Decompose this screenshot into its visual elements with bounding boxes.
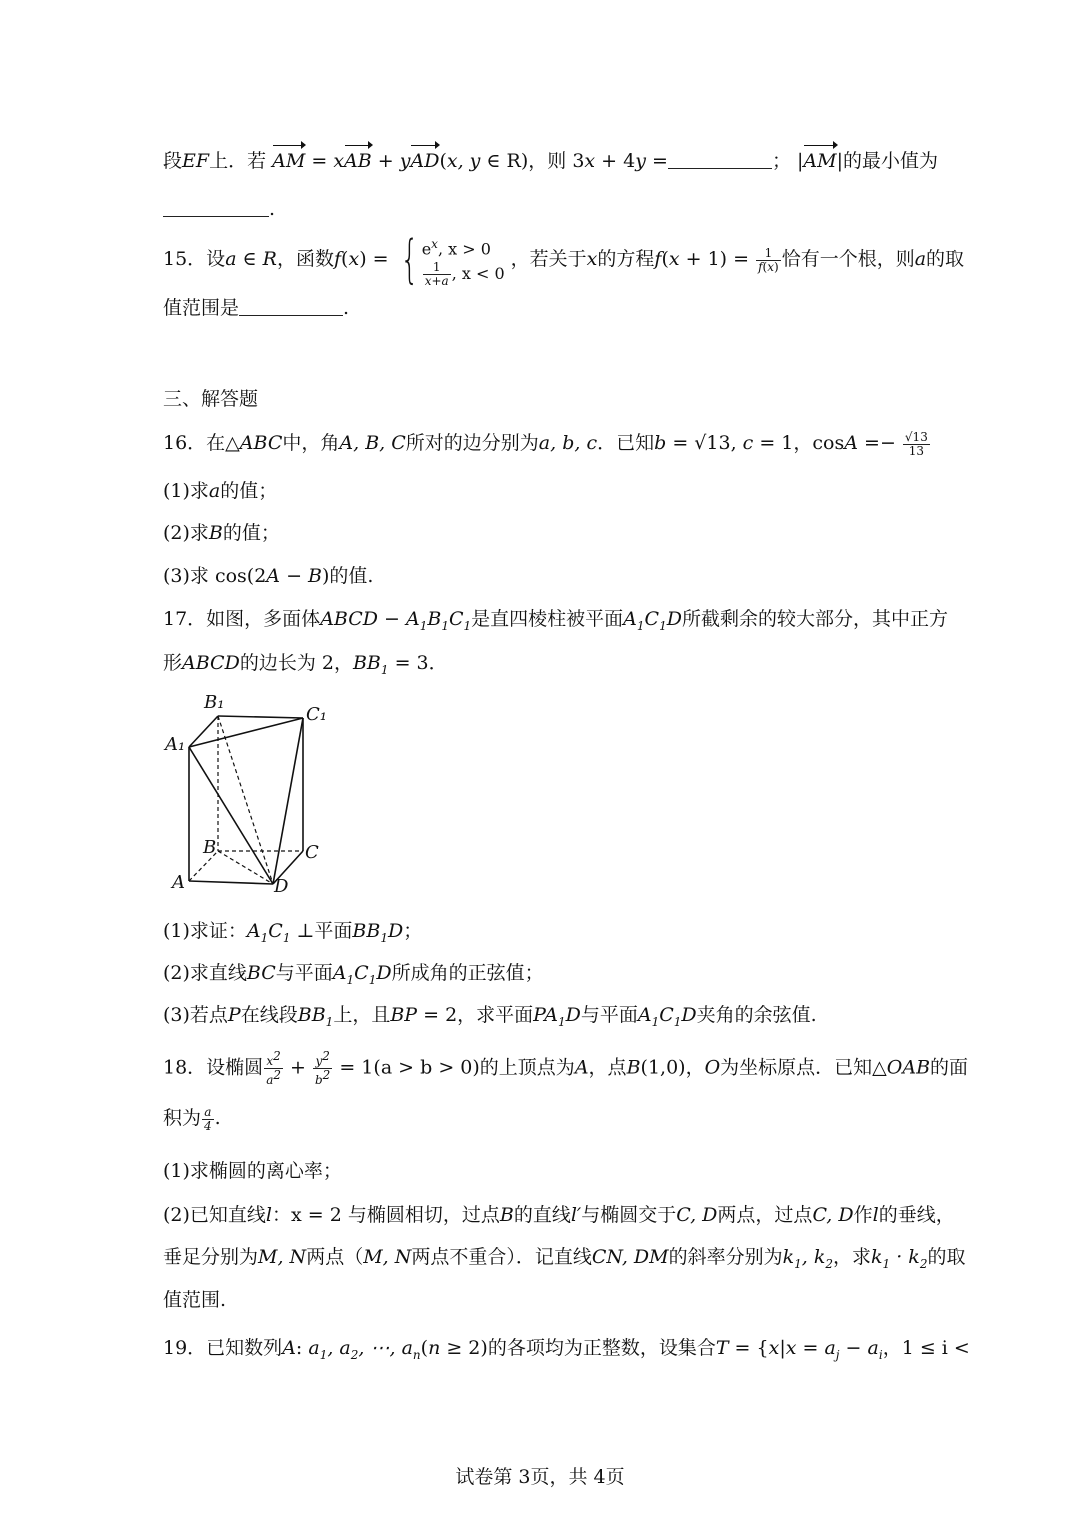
q18-part2-line1: (2)已知直线l：x = 2 与椭圆相切，过点B的直线l′与椭圆交于C, D两点，过点C, D作l的垂线， xyxy=(163,1204,955,1226)
q19-text: ，1 ≤ i < xyxy=(882,1337,970,1359)
q18-text: 两点不重合）．记直线 xyxy=(411,1246,592,1268)
q17-text: (3)若点 xyxy=(163,1004,228,1026)
q17-text: (2)求直线 xyxy=(163,962,247,984)
q16-text: ，cos xyxy=(793,432,845,454)
q16-part3: (3)求 cos(2A − B)的值. xyxy=(163,565,374,587)
q18-text: ：x = 2 与椭圆相切，过点 xyxy=(272,1204,500,1226)
label-A1: A₁ xyxy=(165,734,186,755)
q19-number: 19．已知数列 xyxy=(163,1337,283,1359)
q15-text: ，函数 xyxy=(276,248,334,271)
q16-text: )的值. xyxy=(322,565,374,587)
q14-text: ； xyxy=(771,150,791,172)
q15-number: 15．设 xyxy=(163,248,226,271)
q18-text: 的取 xyxy=(927,1246,966,1268)
q16-text: (1)求 xyxy=(163,480,209,502)
q17-part2: (2)求直线BC与平面$A_1C_1D$所成角的正弦值； xyxy=(163,962,544,987)
section-title-text: 三、解答题 xyxy=(163,388,259,410)
q16-text: 的值； xyxy=(222,522,280,544)
q15-text: 恰有一个根，则 xyxy=(781,248,915,271)
q16-part2: (2)求B的值； xyxy=(163,522,280,544)
q17-text: 与平面 xyxy=(275,962,333,984)
q18-text: 两点，过点 xyxy=(717,1204,813,1226)
q17-text: 形 xyxy=(163,652,183,674)
label-A: A xyxy=(172,872,185,893)
q14-text: 上．若 xyxy=(209,150,267,172)
q16-text: (2)求 xyxy=(163,522,209,544)
q16-text: (3)求 cos(2 xyxy=(163,565,267,587)
q18-text: ，点 xyxy=(588,1056,627,1079)
q17-text: 上，且 xyxy=(333,1004,391,1026)
q18-line1: 18．设椭圆 $\frac{x^2}{a^2}$ + $\frac{y^2}{b^2}$ = 1(a > b > 0)的上顶点为A，点B(1,0)，O为坐标原点．已知△OAB的面 xyxy=(163,1049,969,1087)
q14-text: 的最小值为 xyxy=(843,150,939,172)
q18-text: (1)求椭圆的离心率； xyxy=(163,1160,342,1182)
q18-text: 的斜率分别为 xyxy=(668,1246,783,1268)
q17-text: 与平面 xyxy=(580,1004,638,1026)
q18-text: 作 xyxy=(853,1204,873,1226)
answer-blank[interactable] xyxy=(239,297,343,316)
q16-text: 中，角 xyxy=(282,432,340,454)
q14-text: 段 xyxy=(163,150,183,172)
case1: e xyxy=(421,239,432,259)
q16-part1: (1)求a的值； xyxy=(163,480,278,502)
q14-line1: 段EF上．若 AM = xAB + yAD(x, y ∈ R)，则 3x + 4y = ； |AM|的最小值为 xyxy=(163,150,939,172)
piecewise-cases: $e^x$, x > 0 $\frac{1}{x+a}$ , x < 0 xyxy=(421,237,505,289)
q17-line2: 形ABCD的边长为 2，$BB_1 = 3$． xyxy=(163,652,448,677)
case2-cond: , x < 0 xyxy=(451,264,505,284)
q18-text: 两点（ xyxy=(306,1246,364,1268)
label-C: C xyxy=(305,842,319,863)
q17-text: = 2，求平面 xyxy=(417,1004,534,1026)
q14-period: . xyxy=(269,198,276,220)
q17-line1: 17．如图，多面体ABCD − $A_1B_1C_1$是直四棱柱被平面$A_1C_1D$所截剩余的较大部分，其中正方 xyxy=(163,608,948,633)
brace-icon: { xyxy=(400,230,419,291)
q17-part1: (1)求证：$A_1C_1$ ⊥平面$BB_1D$； xyxy=(163,920,423,945)
label-D: D xyxy=(274,876,289,897)
q18-text: 的直线 xyxy=(513,1204,571,1226)
q17-text: (1)求证： xyxy=(163,920,247,942)
answer-blank[interactable] xyxy=(668,150,772,169)
q17-text: 的边长为 2， xyxy=(239,652,353,674)
q15-text: 的方程 xyxy=(597,248,655,271)
label-B: B xyxy=(203,837,217,858)
q16-text: 的值； xyxy=(220,480,278,502)
q18-number: 18．设椭圆 xyxy=(163,1056,264,1079)
case1-cond: , x > 0 xyxy=(437,239,491,259)
q16-text: ．已知 xyxy=(597,432,655,454)
q18-part2-line2: 垂足分别为M, N两点（M, N两点不重合）．记直线CN, DM的斜率分别为$k_1$, $k_2$，求$k_1 \cdot k_2$的取 xyxy=(163,1246,966,1271)
label-C1: C₁ xyxy=(306,704,327,725)
q17-text: 是直四棱柱被平面 xyxy=(471,608,624,630)
q17-text: 夹角的余弦值. xyxy=(696,1004,817,1026)
q17-text: 所截剩余的较大部分，其中正方 xyxy=(681,608,948,630)
q18-text: 与椭圆交于 xyxy=(581,1204,677,1226)
q19-text: 的各项均为正整数，设集合 xyxy=(487,1337,716,1359)
q14-line2 xyxy=(163,196,275,222)
q19-line1: 19．已知数列A: $a_1$, $a_2$, ⋯, $a_n(n \ge 2)$的各项均为正整数，设集合$T = \{x|x = a_j - a_i$，1 ≤ i < xyxy=(163,1337,970,1362)
q15-text: 值范围是 xyxy=(163,297,240,319)
answer-blank[interactable] xyxy=(163,198,269,217)
q18-part2-line3 xyxy=(163,1287,226,1313)
q14-text: ，则 xyxy=(528,150,567,172)
section-title xyxy=(163,386,258,412)
q17-number: 17．如图，多面体 xyxy=(163,608,321,630)
q16-line1: 16．在△ABC中，角A, B, C所对的边分别为a, b, c．已知b = √13, c = 1，cosA =− $\frac{√13}{13}$ xyxy=(163,429,928,458)
polyhedron-figure xyxy=(160,688,340,898)
q17-text: 在线段 xyxy=(240,1004,298,1026)
q18-text: (2)已知直线 xyxy=(163,1204,266,1226)
q18-text: (1,0)， xyxy=(640,1056,705,1079)
q15-text: 的取 xyxy=(926,248,965,271)
q18-part1 xyxy=(163,1158,342,1184)
q16-number: 16．在△ xyxy=(163,432,240,454)
page-footer: 试卷第 3页，共 4页 xyxy=(455,1466,625,1488)
q15-text: ，若关于 xyxy=(510,248,587,271)
q17-text: 所成角的正弦值； xyxy=(391,962,544,984)
q18-text: 的垂线， xyxy=(878,1204,955,1226)
q18-text: 值范围. xyxy=(163,1289,227,1311)
q16-text: 所对的边分别为 xyxy=(405,432,539,454)
q18-text: 积为 xyxy=(163,1107,202,1129)
q18-text: ，求 xyxy=(833,1246,872,1268)
q15-period: . xyxy=(343,297,350,319)
q15-line1: 15．设a ∈ R，函数f(x) = { $e^x$, x > 0 $\frac{1}{x+a}$ , x < 0 ，若关于x的方程f(x + 1) = $\frac{1}{f(x)}$ 恰有一个根，则a的取 xyxy=(163,230,965,291)
q18-text: 为坐标原点．已知△ xyxy=(720,1056,887,1079)
q17-text: ⊥平面 xyxy=(290,920,353,942)
label-B1: B₁ xyxy=(204,692,225,713)
q18-text: 垂足分别为 xyxy=(163,1246,259,1268)
q17-text: = 3． xyxy=(388,652,448,674)
q18-line2: 积为 $\frac{a}{4}$ . xyxy=(163,1104,221,1133)
q17-text: ； xyxy=(403,920,423,942)
q18-text: 的面 xyxy=(930,1056,969,1079)
q18-text: = 1(a > b > 0)的上顶点为 xyxy=(333,1056,575,1079)
q15-line2 xyxy=(163,295,349,321)
q17-part3: (3)若点P在线段$BB_1$上，且BP = 2，求平面$PA_1D$与平面$A_1C_1D$夹角的余弦值. xyxy=(163,1004,817,1029)
